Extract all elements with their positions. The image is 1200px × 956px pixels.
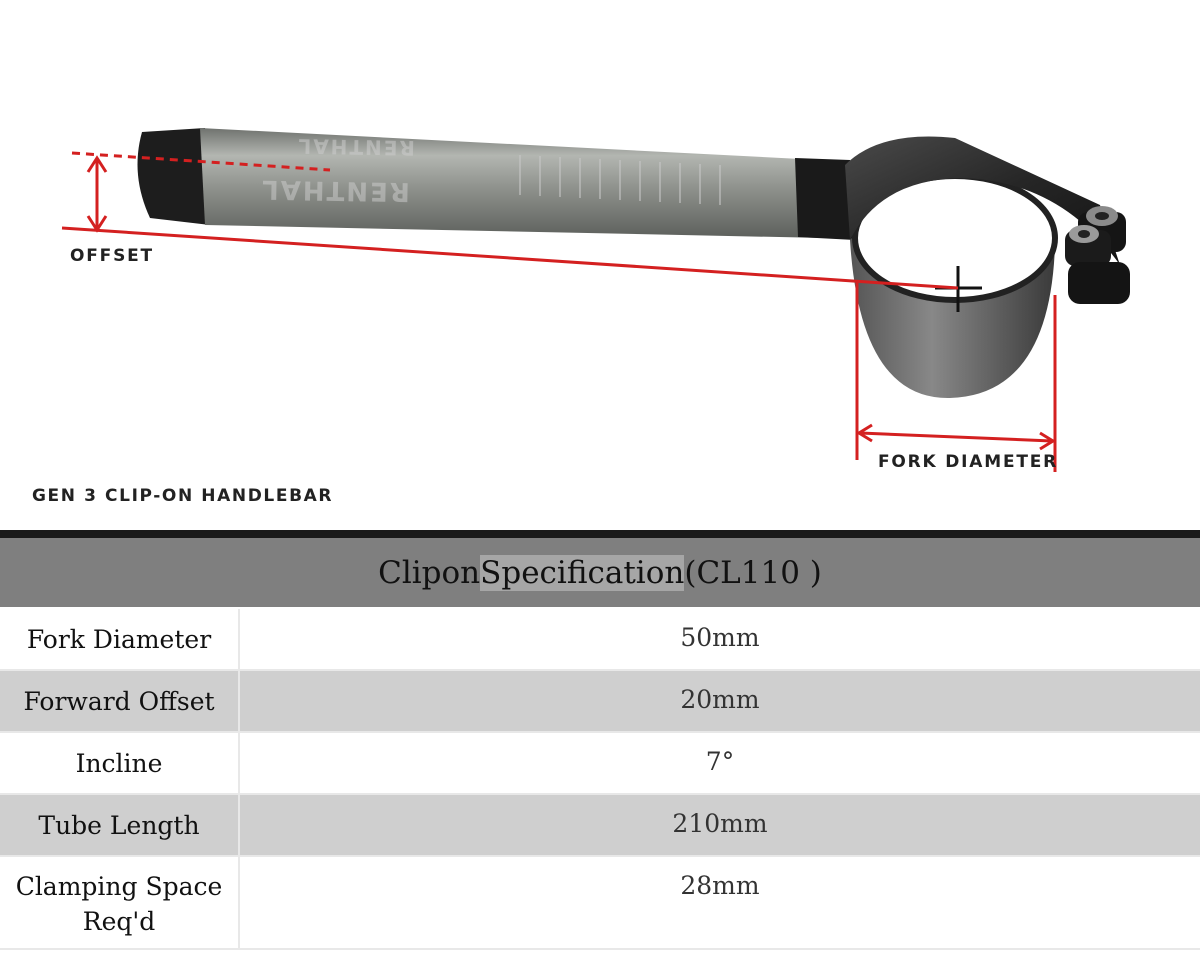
- table-title: [0, 538, 1200, 609]
- svg-text:RENTHAL: RENTHAL: [296, 134, 416, 161]
- offset-label: OFFSET: [70, 246, 154, 266]
- row-value: 7°: [705, 747, 735, 776]
- svg-text:RENTHAL: RENTHAL: [259, 173, 411, 207]
- fork-diameter-label: FORK DIAMETER: [878, 452, 1059, 472]
- table-row: [0, 609, 1200, 671]
- figure-caption: GEN 3 CLIP-ON HANDLEBAR: [32, 486, 334, 506]
- spec-table: [0, 530, 1200, 956]
- row-value: 50mm: [680, 623, 760, 652]
- title-part-a: Clipon: [378, 554, 481, 591]
- table-row: [0, 733, 1200, 795]
- row-label: Tube Length: [0, 795, 240, 855]
- table-row: [0, 857, 1200, 950]
- row-label: Incline: [0, 733, 240, 793]
- row-value: 20mm: [680, 685, 760, 714]
- row-value: 210mm: [672, 809, 768, 838]
- title-highlight: Specification: [480, 554, 685, 591]
- bar-end: [138, 128, 211, 225]
- row-label: Clamping Space Req'd: [0, 857, 240, 948]
- clamp-bolts: [1065, 206, 1130, 304]
- row-value: 28mm: [680, 871, 760, 900]
- table-row: [0, 795, 1200, 857]
- row-label: Fork Diameter: [0, 609, 240, 669]
- row-label: Forward Offset: [0, 671, 240, 731]
- title-part-b: (CL110 ): [684, 554, 822, 591]
- table-row: [0, 671, 1200, 733]
